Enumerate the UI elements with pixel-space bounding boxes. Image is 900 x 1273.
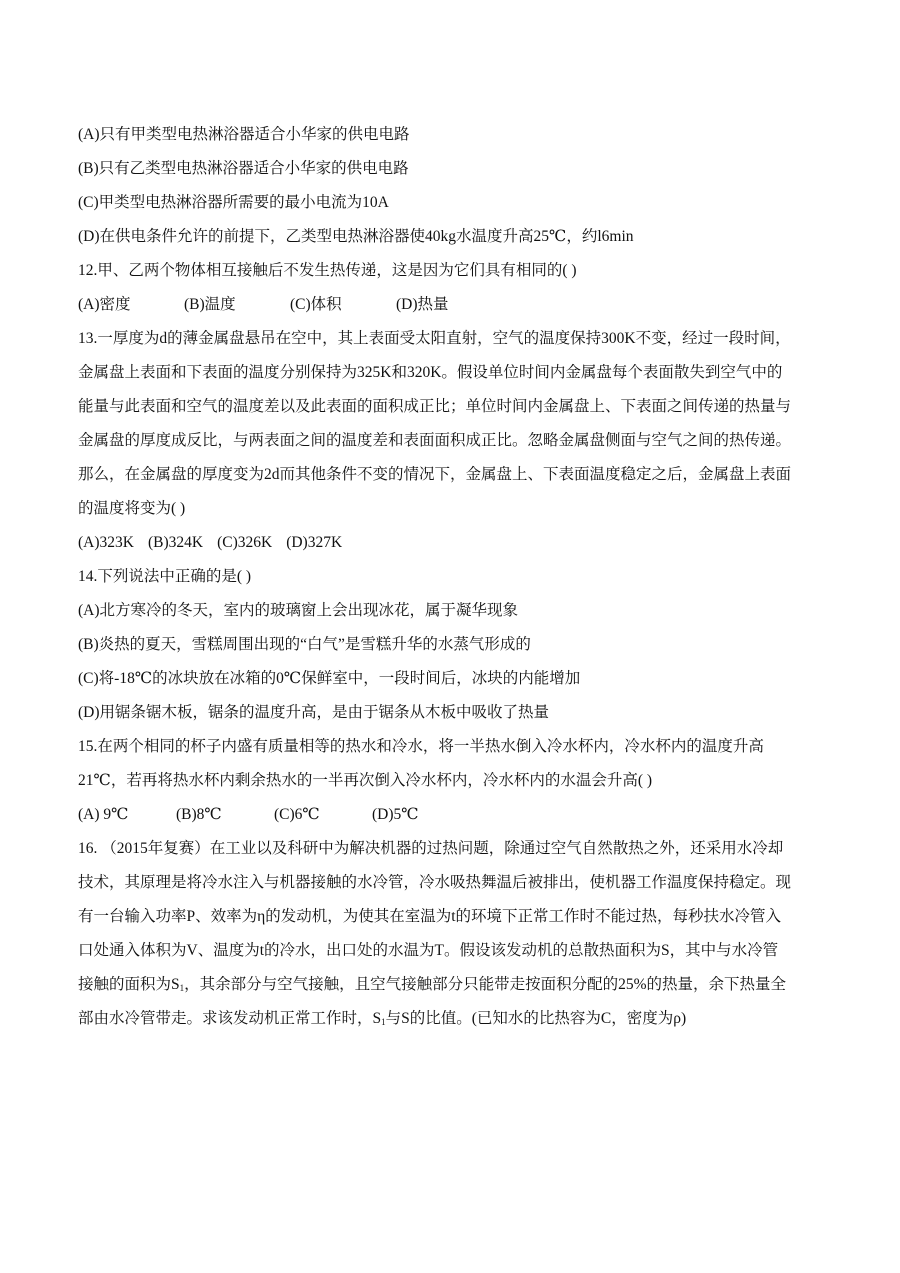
q12-option-d: (D)热量 (396, 296, 449, 313)
q13-line-6: 的温度将变为( ) (78, 500, 186, 517)
q16-line-2: 技术，其原理是将冷水注入与机器接触的水冷管，冷水吸热舞温后被排出，使机器工作温度保持稳定。现 (78, 874, 792, 891)
q13-options (78, 526, 838, 560)
q16-line-1: 16. （2015年复赛）在工业以及科研中为解决机器的过热问题，除通过空气自然散热之外，还采用水冷却 (78, 840, 784, 857)
q16-line-6-text-b: 与S的比值。(已知水的比热容为C，密度为ρ) (385, 1010, 687, 1027)
q13-option-d: (D)327K (286, 534, 343, 551)
q13-line-3: 能量与此表面和空气的温度差以及此表面的面积成正比；单位时间内金属盘上、下表面之间传递的热量与 (78, 398, 792, 415)
q16-line-5-text-b: ，其余部分与空气接触，且空气接触部分只能带走按面积分配的25%的热量，余下热量全 (184, 976, 787, 993)
q12-option-a: (A)密度 (78, 296, 131, 313)
q13-line-4: 金属盘的厚度成反比，与两表面之间的温度差和表面面积成正比。忽略金属盘侧面与空气之间的热传递。 (78, 432, 792, 449)
q15-option-b: (B)8℃ (176, 806, 222, 823)
q15-options (78, 798, 838, 832)
q13-option-b: (B)324K (147, 534, 204, 551)
q13-line-1: 13.一厚度为d的薄金属盘悬吊在空中，其上表面受太阳直射，空气的温度保持300K不变，经过一段时间， (78, 330, 791, 347)
q11-option-d: (D)在供电条件允许的前提下，乙类型电热淋浴器使40kg水温度升高25℃，约l6min (78, 228, 634, 245)
q15-line-2: 21℃，若再将热水杯内剩余热水的一半再次倒入冷水杯内，冷水杯内的水温会升高( ) (78, 772, 653, 789)
q15-option-a: (A) 9℃ (78, 806, 129, 823)
q16-line-5 (78, 968, 838, 1002)
q14-option-d: (D)用锯条锯木板，锯条的温度升高，是由于锯条从木板中吸收了热量 (78, 704, 550, 721)
q14-option-b: (B)炎热的夏天，雪糕周围出现的“白气”是雪糕升华的水蒸气形成的 (78, 636, 531, 653)
q15-option-c: (C)6℃ (274, 806, 320, 823)
q11-option-b: (B)只有乙类型电热淋浴器适合小华家的供电电路 (78, 160, 409, 177)
q12-option-b: (B)温度 (184, 296, 236, 313)
q16-line-5-text-a: 接触的面积为S (78, 976, 180, 993)
q13-option-a: (A)323K (78, 534, 134, 551)
q16-line-5-subscript: 1 (179, 983, 185, 993)
q13-line-2: 金属盘上表面和下表面的温度分别保持为325K和320K。假设单位时间内金属盘每个表面散失到空气中的 (78, 364, 783, 381)
q12-option-c: (C)体积 (290, 296, 342, 313)
q14-option-c: (C)将-18℃的冰块放在冰箱的0℃保鲜室中，一段时间后，冰块的内能增加 (78, 670, 581, 687)
q11-option-c: (C)甲类型电热淋浴器所需要的最小电流为10A (78, 194, 389, 211)
q14-option-a: (A)北方寒冷的冬天，室内的玻璃窗上会出现冰花，属于凝华现象 (78, 602, 519, 619)
q12-stem: 12.甲、乙两个物体相互接触后不发生热传递，这是因为它们具有相同的( ) (78, 262, 577, 279)
q15-line-1: 15.在两个相同的杯子内盛有质量相等的热水和冷水，将一半热水倒入冷水杯内，冷水杯内的温度升高 (78, 738, 764, 755)
q16-line-6-text-a: 部由水冷管带走。求该发动机正常工作时，S (78, 1010, 382, 1027)
q14-stem: 14.下列说法中正确的是( ) (78, 568, 252, 585)
q13-option-c: (C)326K (217, 534, 273, 551)
q16-line-6 (78, 1002, 838, 1036)
q15-option-d: (D)5℃ (372, 806, 419, 823)
document-page (78, 118, 838, 1036)
q12-options (78, 288, 838, 322)
q16-line-4: 口处通入体积为V、温度为t的冷水，出口处的水温为T。假设该发动机的总散热面积为S，其中与水冷管 (78, 942, 779, 959)
q16-line-3: 有一台输入功率P、效率为η的发动机，为使其在室温为t的环境下正常工作时不能过热，每秒扶水冷管入 (78, 908, 782, 925)
q11-option-a: (A)只有甲类型电热淋浴器适合小华家的供电电路 (78, 126, 410, 143)
q13-line-5: 那么，在金属盘的厚度变为2d而其他条件不变的情况下，金属盘上、下表面温度稳定之后，金属盘上表面 (78, 466, 792, 483)
q16-line-6-subscript: 1 (381, 1017, 386, 1027)
